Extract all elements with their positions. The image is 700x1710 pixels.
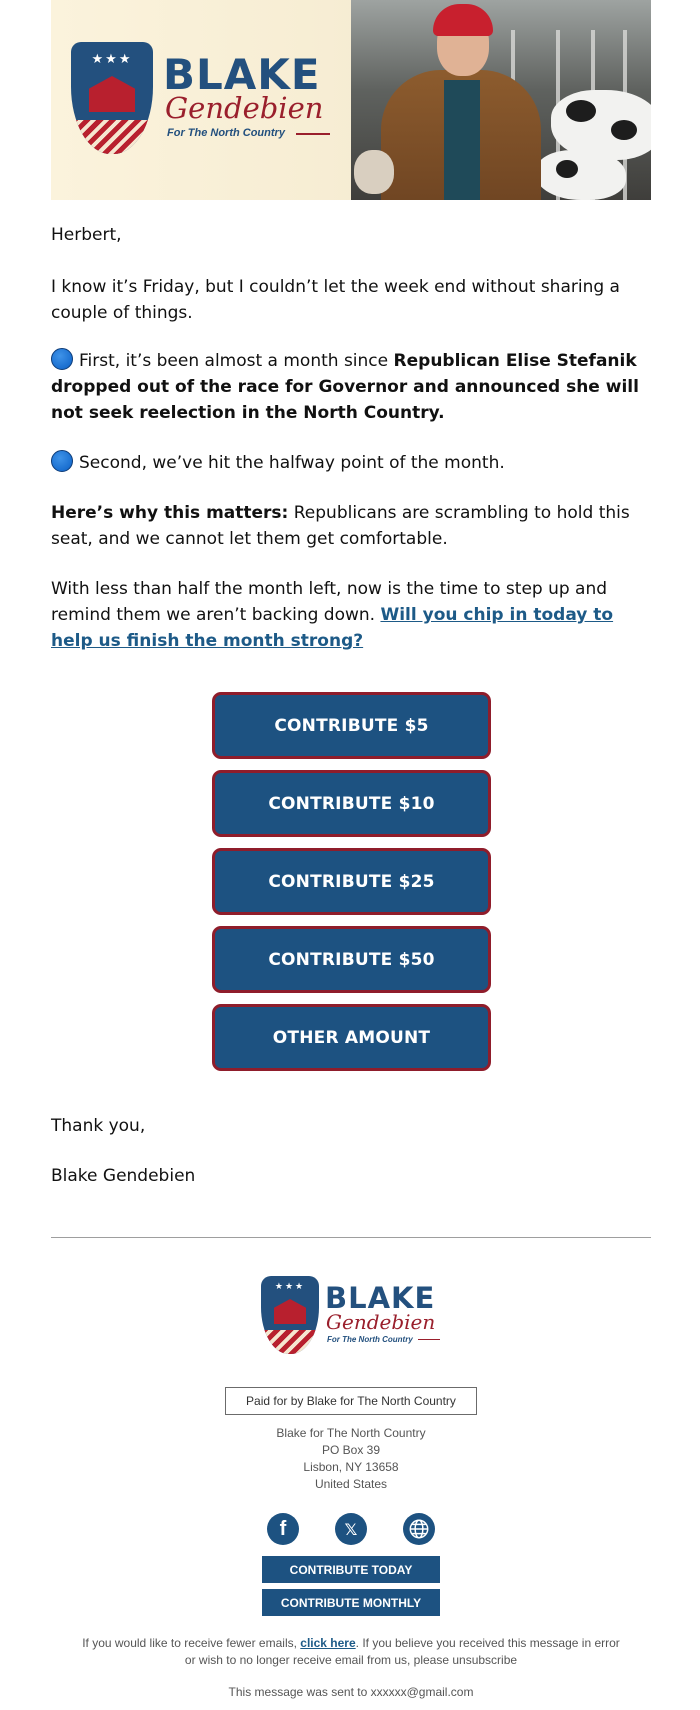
contribute-25-button[interactable]: CONTRIBUTE $25 (212, 848, 491, 915)
greeting: Herbert, (51, 225, 122, 245)
sent-to-notice: This message was sent to xxxxxx@gmail.com (228, 1685, 474, 1699)
facebook-icon[interactable]: f (267, 1513, 299, 1545)
signoff: Thank you, (51, 1116, 146, 1136)
header-banner (51, 0, 651, 200)
point-two: Second, we’ve hit the halfway point of the month. (51, 450, 651, 476)
barn-shield-icon: ★★★ (261, 1276, 319, 1354)
address-line-3: Lisbon, NY 13658 (303, 1460, 399, 1474)
contribute-50-button[interactable]: CONTRIBUTE $50 (212, 926, 491, 993)
barn-shield-icon: ★★★ (71, 42, 153, 154)
header-logo (71, 42, 341, 162)
footer-logo-surname: Gendebien (326, 1310, 436, 1334)
footer-logo-tagline: For The North Country (327, 1335, 413, 1344)
cta-paragraph: With less than half the month left, now is the time to step up and remind them we aren’t backing down. Will you chip in today to help us finish the month strong? (51, 579, 614, 651)
blue-circle-icon (51, 450, 73, 472)
contribute-monthly-button[interactable]: CONTRIBUTE MONTHLY (262, 1589, 440, 1616)
address-line-4: United States (314, 1477, 388, 1491)
logo-surname: Gendebien (165, 91, 324, 125)
address-line-1: Blake for The North Country (276, 1426, 426, 1440)
contribute-10-button[interactable]: CONTRIBUTE $10 (212, 770, 491, 837)
paid-for-disclaimer: Paid for by Blake for The North Country (225, 1387, 477, 1415)
footer-logo-name: BLAKE (325, 1281, 436, 1315)
blue-circle-icon (51, 348, 73, 370)
intro-paragraph: I know it’s Friday, but I couldn’t let the week end without sharing a couple of things. (51, 277, 620, 323)
logo-tagline: For The North Country (167, 127, 285, 139)
footer-divider (51, 1237, 651, 1238)
contribute-5-button[interactable]: CONTRIBUTE $5 (212, 692, 491, 759)
signature: Blake Gendebien (51, 1166, 196, 1186)
chip-in-link[interactable]: Will you chip in today to help us finish the month strong? (51, 605, 614, 651)
other-amount-button[interactable]: OTHER AMOUNT (212, 1004, 491, 1071)
fewer-emails-link[interactable]: click here (300, 1636, 356, 1650)
email-preferences-notice: If you would like to receive fewer emails, click here. If you believe you received this message in error or wish to no longer receive email from us, please unsubscribe (82, 1636, 620, 1667)
logo-name: BLAKE (163, 50, 321, 99)
globe-icon[interactable] (403, 1513, 435, 1545)
address-line-2: PO Box 39 (321, 1443, 381, 1457)
footer-logo (261, 1276, 451, 1356)
x-icon[interactable]: 𝕏 (335, 1513, 367, 1545)
contribute-today-button[interactable]: CONTRIBUTE TODAY (262, 1556, 440, 1583)
point-one: First, it’s been almost a month since Republican Elise Stefanik dropped out of the race for Governor and announced she will not seek reelection in the North Country. (51, 348, 651, 426)
why-paragraph: Here’s why this matters: Republicans are scrambling to hold this seat, and we cannot let them get comfortable. (51, 503, 630, 549)
